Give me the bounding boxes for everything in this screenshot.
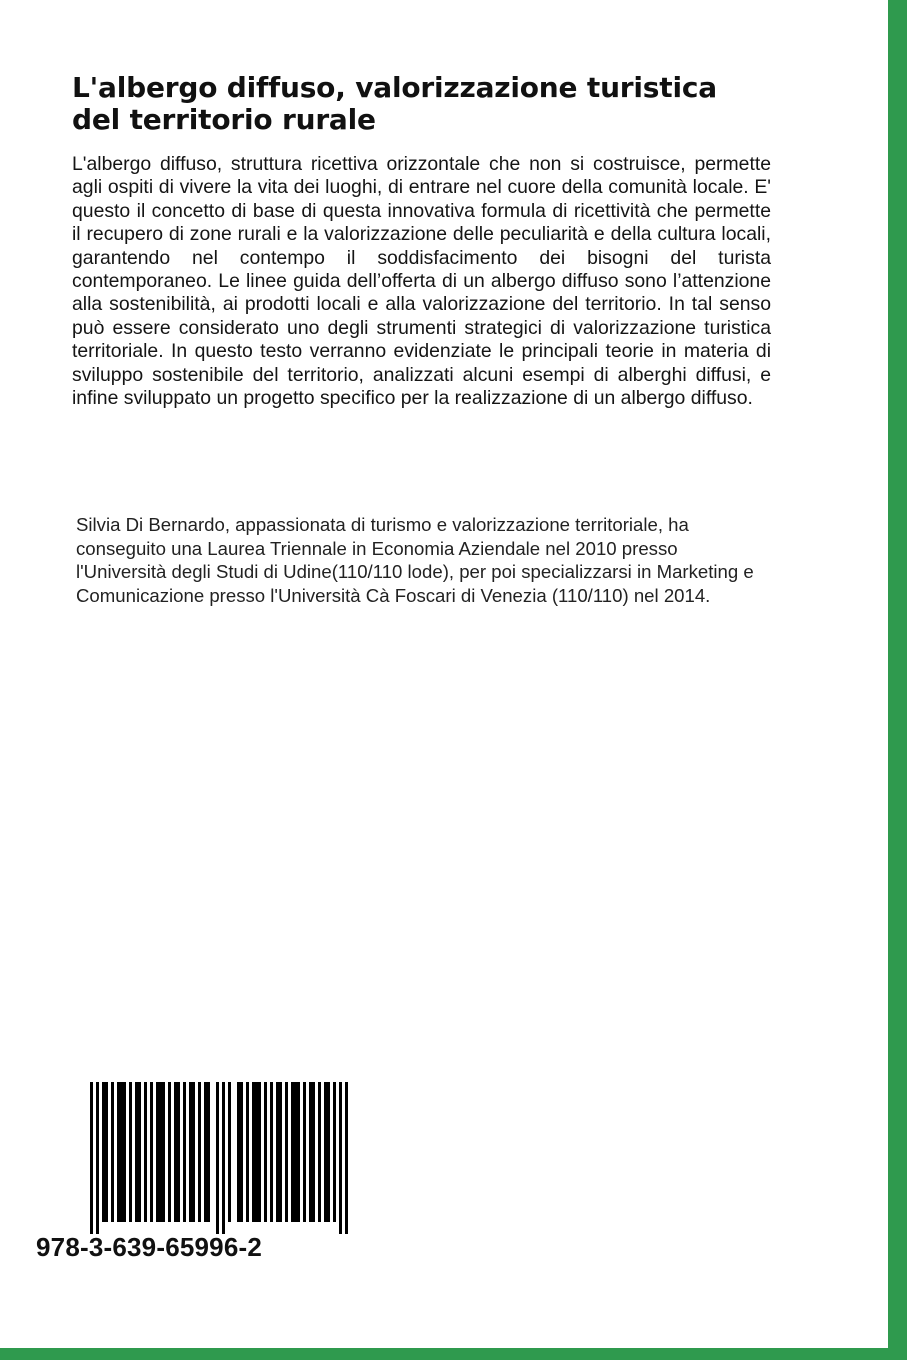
green-border-bottom	[0, 1348, 907, 1360]
book-blurb: L'albergo diffuso, struttura ricettiva orizzontale che non si costruisce, permette agli ospiti di vivere la vita dei luoghi, di entrare nel cuore della comunità locale. E' questo il concetto di base di questa innovativa formula di ricettività che permette il recupero di zone rurali e la valorizzazione delle peculiarità e della cultura locali, garantendo nel contempo il soddisfacimento dei bisogni del turista contemporaneo. Le linee guida dell’offerta di un albergo diffuso sono l’attenzione alla sostenibilità, ai prodotti locali e alla valorizzazione del territorio. In tal senso può essere considerato uno degli strumenti strategici di valorizzazione turistica territoriale. In questo testo verranno evidenziate le principali teorie in materia di sviluppo sostenibile del territorio, analizzati alcuni esempi di alberghi diffusi, e infine sviluppato un progetto specifico per la realizzazione di un albergo diffuso.	[72, 153, 771, 410]
green-border-right	[888, 0, 907, 1360]
barcode-bars	[90, 1082, 355, 1234]
book-title: L'albergo diffuso, valorizzazione turistica del territorio rurale	[72, 71, 717, 136]
isbn-number: 978-3-639-65996-2	[36, 1232, 263, 1262]
author-bio: Silvia Di Bernardo, appassionata di turismo e valorizzazione territoriale, ha conseguito una Laurea Triennale in Economia Aziendale nel 2010 presso l'Università degli Studi di Udine(110/110 lode), per poi specializzarsi in Marketing e Comunicazione presso l'Università Cà Foscari di Venezia (110/110) nel 2014.	[76, 514, 754, 606]
